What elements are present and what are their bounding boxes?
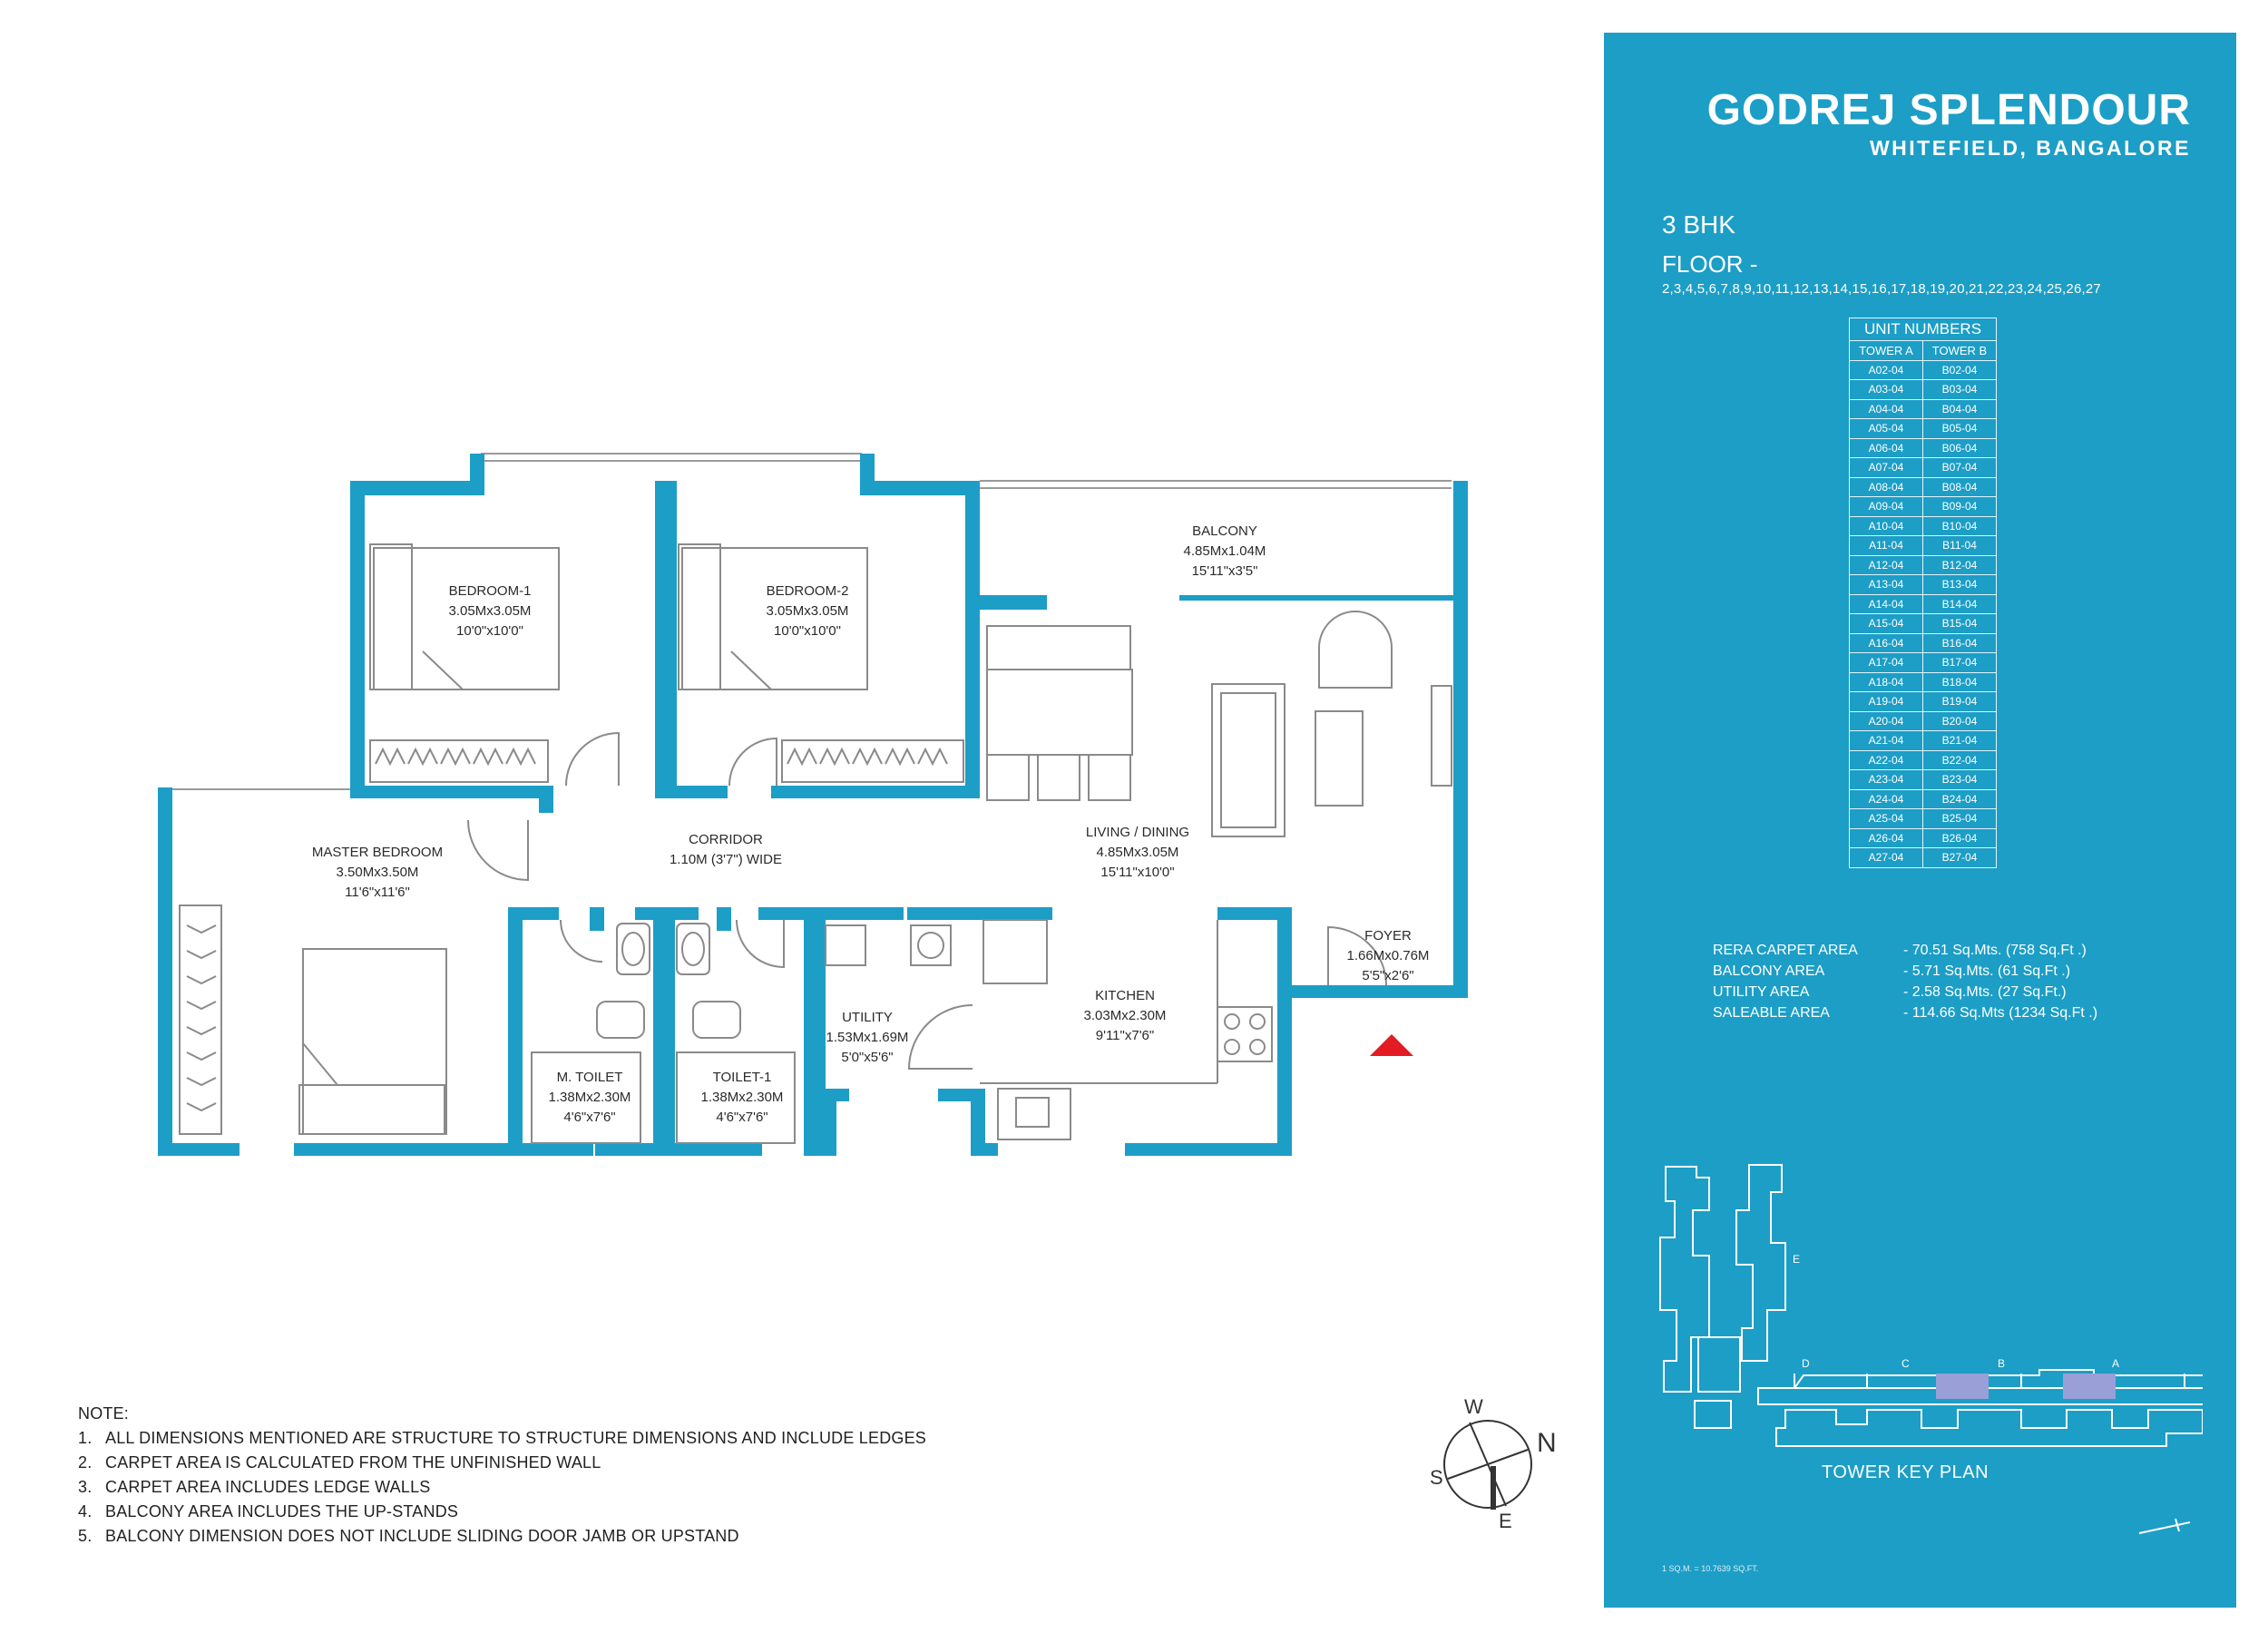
tower-b-label: B	[1998, 1357, 2006, 1370]
tower-b-unit: B08-04	[1923, 477, 1997, 497]
floor-list: 2,3,4,5,6,7,8,9,10,11,12,13,14,15,16,17,18,19,20,21,22,23,24,25,26,27	[1662, 281, 2101, 297]
foyer-name: FOYER	[1364, 928, 1412, 944]
unit-row	[1850, 477, 1997, 497]
tower-b-unit: B11-04	[1923, 536, 1997, 556]
tower-b-unit: B13-04	[1923, 575, 1997, 595]
compass-south-label: S	[1430, 1466, 1443, 1489]
unit-row	[1850, 731, 1997, 751]
tower-key-plan	[1640, 1156, 2203, 1455]
entrance-marker	[1370, 1034, 1413, 1056]
tower-b-unit: B03-04	[1923, 380, 1997, 400]
tower-a-unit: A02-04	[1850, 360, 1923, 380]
tower-a-unit: A19-04	[1850, 692, 1923, 712]
tower-b-unit: B17-04	[1923, 653, 1997, 673]
master-bedroom-metric: 3.50Mx3.50M	[336, 865, 419, 880]
unit-row	[1850, 789, 1997, 809]
tower-b-unit: B18-04	[1923, 672, 1997, 692]
tower-a-unit: A14-04	[1850, 594, 1923, 614]
toilet1-imperial: 4'6"x7'6"	[716, 1110, 768, 1125]
compass-east-label: E	[1499, 1510, 1512, 1532]
svg-text:BEDROOM-23.05Mx3.05M10'0"x10'0	[767, 583, 849, 639]
unit-row	[1850, 536, 1997, 556]
utility-imperial: 5'0"x5'6"	[841, 1050, 894, 1065]
svg-text:BEDROOM-13.05Mx3.05M10'0"x10'0	[449, 583, 532, 639]
unit-type: 3 BHK	[1662, 210, 1735, 239]
unit-row	[1850, 594, 1997, 614]
unit-row	[1850, 848, 1997, 868]
unit-row	[1850, 458, 1997, 478]
compass-icon	[1444, 1421, 1531, 1510]
unit-row	[1850, 575, 1997, 595]
svg-text:CORRIDOR1.10M (3'7") WIDE	[670, 832, 782, 867]
unit-row	[1850, 380, 1997, 400]
tower-a-unit: A11-04	[1850, 536, 1923, 556]
bedroom1-metric: 3.05Mx3.05M	[448, 603, 532, 619]
area-row: SALEABLE AREA - 114.66 Sq.Mts (1234 Sq.Ft .)	[1713, 1005, 2098, 1021]
tower-b-unit: B04-04	[1923, 399, 1997, 419]
tower-c-label: C	[1901, 1357, 1910, 1370]
tower-a-unit: A24-04	[1850, 789, 1923, 809]
tower-a-unit: A15-04	[1850, 614, 1923, 634]
tower-a-unit: A05-04	[1850, 419, 1923, 439]
tower-b-unit: B09-04	[1923, 497, 1997, 517]
area-row: UTILITY AREA - 2.58 Sq.Mts. (27 Sq.Ft.)	[1713, 984, 2067, 1000]
bedroom2-name: BEDROOM-2	[766, 583, 849, 599]
note-item: 3. CARPET AREA INCLUDES LEDGE WALLS	[78, 1478, 431, 1496]
bedroom2-imperial: 10'0"x10'0"	[774, 623, 841, 639]
area-summary	[1713, 940, 2097, 1023]
tower-b-unit: B02-04	[1923, 360, 1997, 380]
unit-conversion-note: 1 SQ.M. = 10.7639 SQ.FT.	[1662, 1564, 1759, 1573]
svg-text:UTILITY1.53Mx1.69M5'0"x5'6"	[826, 1010, 909, 1065]
living-imperial: 15'11"x10'0"	[1100, 865, 1175, 880]
tower-b-unit: B27-04	[1923, 848, 1997, 868]
master-bedroom-name: MASTER BEDROOM	[311, 845, 444, 860]
utility-name: UTILITY	[842, 1010, 893, 1025]
tower-a-unit: A04-04	[1850, 399, 1923, 419]
unit-row	[1850, 555, 1997, 575]
unit-row	[1850, 633, 1997, 653]
key-plan-title: TOWER KEY PLAN	[1822, 1462, 1989, 1482]
kitchen-metric: 3.03Mx2.30M	[1083, 1008, 1167, 1023]
unit-row	[1850, 692, 1997, 712]
unit-highlight-a	[2063, 1374, 2116, 1399]
floor-label: FLOOR -	[1662, 250, 1758, 278]
unit-row	[1850, 672, 1997, 692]
unit-highlight-b	[1936, 1374, 1989, 1399]
unit-row	[1850, 614, 1997, 634]
tower-a-unit: A03-04	[1850, 380, 1923, 400]
tower-a-unit: A10-04	[1850, 516, 1923, 536]
m-toilet-name: M. TOILET	[556, 1070, 623, 1085]
unit-numbers-table	[1849, 318, 1997, 868]
tower-b-unit: B22-04	[1923, 750, 1997, 770]
tower-a-label: A	[2112, 1357, 2120, 1370]
note-item: 2. CARPET AREA IS CALCULATED FROM THE UNFINISHED WALL	[78, 1453, 601, 1472]
project-name: GODREJ SPLENDOUR	[1706, 86, 2191, 134]
tower-a-unit: A26-04	[1850, 828, 1923, 848]
svg-text:BALCONY4.85Mx1.04M15'11"x3'5"	[1184, 523, 1266, 579]
svg-text:MASTER BEDROOM3.50Mx3.50M11'6"	[312, 845, 443, 900]
note-item: 1. ALL DIMENSIONS MENTIONED ARE STRUCTURE TO STRUCTURE DIMENSIONS AND INCLUDE LEDGES	[78, 1429, 927, 1447]
corridor-width: 1.10M (3'7") WIDE	[669, 852, 783, 867]
tower-a-unit: A22-04	[1850, 750, 1923, 770]
tower-b-unit: B06-04	[1923, 438, 1997, 458]
compass-west-label: W	[1464, 1395, 1483, 1418]
tower-a-unit: A25-04	[1850, 809, 1923, 829]
tower-a-unit: A27-04	[1850, 848, 1923, 868]
kitchen-imperial: 9'11"x7'6"	[1095, 1028, 1155, 1043]
tower-b-header: TOWER B	[1923, 341, 1997, 361]
corridor-name: CORRIDOR	[689, 832, 763, 847]
tower-b-unit: B23-04	[1923, 770, 1997, 790]
unit-row	[1850, 653, 1997, 673]
tower-a-unit: A23-04	[1850, 770, 1923, 790]
tower-e-label: E	[1793, 1253, 1801, 1266]
svg-text:TOILET-11.38Mx2.30M4'6"x7'6"	[701, 1070, 784, 1125]
unit-row	[1850, 711, 1997, 731]
area-row: BALCONY AREA - 5.71 Sq.Mts. (61 Sq.Ft .)	[1713, 963, 2071, 979]
tower-a-unit: A12-04	[1850, 555, 1923, 575]
note-item: 4. BALCONY AREA INCLUDES THE UP-STANDS	[78, 1502, 459, 1521]
tower-b-unit: B14-04	[1923, 594, 1997, 614]
unit-row	[1850, 360, 1997, 380]
tower-a-unit: A07-04	[1850, 458, 1923, 478]
tower-b-unit: B25-04	[1923, 809, 1997, 829]
area-row: RERA CARPET AREA - 70.51 Sq.Mts. (758 Sq.Ft .)	[1713, 943, 2087, 958]
unit-row	[1850, 750, 1997, 770]
tower-b-unit: B19-04	[1923, 692, 1997, 712]
tower-b-unit: B26-04	[1923, 828, 1997, 848]
project-location: WHITEFIELD, BANGALORE	[1869, 136, 2191, 160]
north-arrow-icon	[2136, 1511, 2199, 1539]
bedroom1-imperial: 10'0"x10'0"	[456, 623, 523, 639]
tower-b-unit: B24-04	[1923, 789, 1997, 809]
foyer-imperial: 5'5"x2'6"	[1362, 968, 1414, 983]
room-labels	[312, 523, 1430, 1125]
info-panel	[1604, 33, 2236, 1608]
unit-row	[1850, 497, 1997, 517]
utility-metric: 1.53Mx1.69M	[826, 1030, 909, 1045]
master-bedroom-imperial: 11'6"x11'6"	[345, 885, 410, 900]
tower-a-unit: A08-04	[1850, 477, 1923, 497]
tower-a-unit: A17-04	[1850, 653, 1923, 673]
unit-row	[1850, 809, 1997, 829]
compass-north-label: N	[1537, 1428, 1557, 1458]
svg-text:KITCHEN3.03Mx2.30M9'11"x7'6"	[1084, 988, 1167, 1043]
unit-row	[1850, 828, 1997, 848]
tower-b-unit: B12-04	[1923, 555, 1997, 575]
tower-b-unit: B16-04	[1923, 633, 1997, 653]
notes	[78, 1402, 926, 1549]
toilet1-name: TOILET-1	[712, 1070, 772, 1085]
tower-b-unit: B10-04	[1923, 516, 1997, 536]
living-name: LIVING / DINING	[1085, 825, 1190, 840]
tower-a-unit: A16-04	[1850, 633, 1923, 653]
tower-a-unit: A09-04	[1850, 497, 1923, 517]
unit-row	[1850, 770, 1997, 790]
tower-a-unit: A18-04	[1850, 672, 1923, 692]
tower-b-unit: B15-04	[1923, 614, 1997, 634]
unit-row	[1850, 438, 1997, 458]
toilet1-metric: 1.38Mx2.30M	[700, 1090, 784, 1105]
tower-b-unit: B07-04	[1923, 458, 1997, 478]
tower-a-unit: A06-04	[1850, 438, 1923, 458]
balcony-metric: 4.85Mx1.04M	[1183, 543, 1266, 559]
tower-b-unit: B05-04	[1923, 419, 1997, 439]
svg-text:M. TOILET1.38Mx2.30M4'6"x7'6"	[549, 1070, 631, 1125]
bedroom1-name: BEDROOM-1	[448, 583, 532, 599]
tower-a-unit: A21-04	[1850, 731, 1923, 751]
unit-row	[1850, 516, 1997, 536]
unit-row	[1850, 399, 1997, 419]
m-toilet-imperial: 4'6"x7'6"	[563, 1110, 616, 1125]
tower-a-unit: A13-04	[1850, 575, 1923, 595]
tower-a-header: TOWER A	[1850, 341, 1923, 361]
living-metric: 4.85Mx3.05M	[1096, 845, 1179, 860]
svg-text:LIVING / DINING4.85Mx3.05M15'1	[1086, 825, 1189, 880]
tower-a-unit: A20-04	[1850, 711, 1923, 731]
unit-numbers-title: UNIT NUMBERS	[1850, 318, 1997, 341]
notes-title: NOTE:	[78, 1404, 130, 1423]
balcony-name: BALCONY	[1192, 523, 1257, 539]
foyer-metric: 1.66Mx0.76M	[1346, 948, 1430, 963]
tower-b-unit: B21-04	[1923, 731, 1997, 751]
m-toilet-metric: 1.38Mx2.30M	[548, 1090, 631, 1105]
kitchen-name: KITCHEN	[1095, 988, 1155, 1003]
tower-d-label: D	[1802, 1357, 1810, 1370]
note-item: 5. BALCONY DIMENSION DOES NOT INCLUDE SLIDING DOOR JAMB OR UPSTAND	[78, 1527, 739, 1545]
balcony-imperial: 15'11"x3'5"	[1191, 563, 1258, 579]
tower-b-unit: B20-04	[1923, 711, 1997, 731]
bedroom2-metric: 3.05Mx3.05M	[766, 603, 849, 619]
unit-row	[1850, 419, 1997, 439]
